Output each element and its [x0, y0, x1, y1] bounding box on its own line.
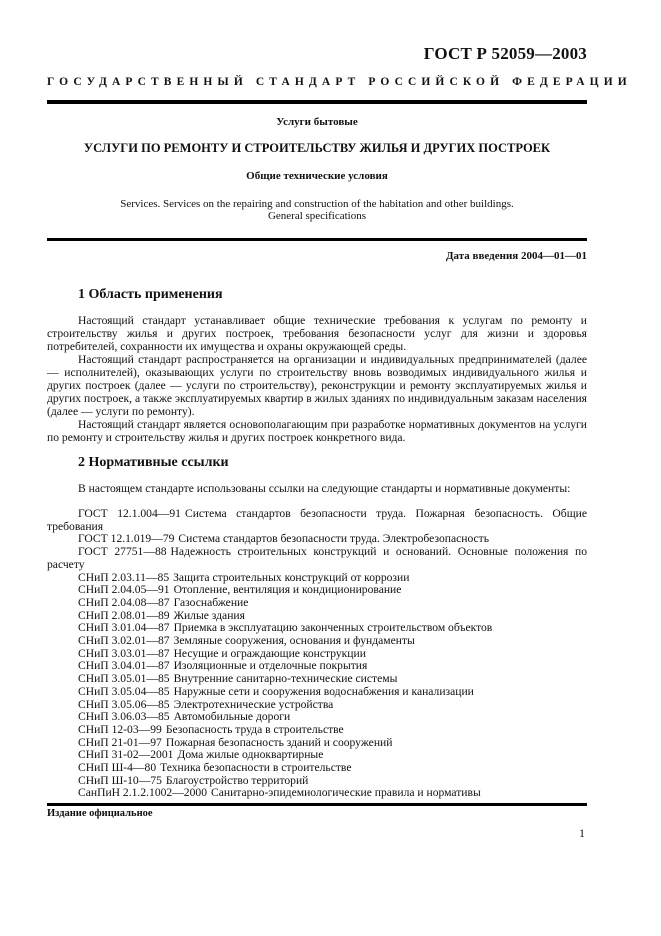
reference-title: Наружные сети и сооружения водоснабжения и канализации: [173, 684, 474, 698]
reference-code: СНиП 3.04.01—87: [78, 659, 170, 673]
reference-title: Газоснабжение: [173, 595, 249, 609]
main-title: УСЛУГИ ПО РЕМОНТУ И СТРОИТЕЛЬСТВУ ЖИЛЬЯ И ДРУГИХ ПОСТРОЕК: [83, 141, 551, 155]
reference-title: Благоустройство территорий: [165, 773, 309, 787]
paragraph: В настоящем стандарте использованы ссылки на следующие стандарты и нормативные документы:: [78, 482, 571, 495]
section-1-heading: 1 Область применения: [78, 287, 223, 302]
reference-code: СНиП 3.05.06—85: [78, 697, 170, 711]
reference-code: СНиП 2.04.05—91: [78, 583, 170, 597]
reference-title: Пожарная безопасность зданий и сооружений: [165, 735, 393, 749]
introduction-date: Дата введения 2004—01—01: [445, 250, 587, 262]
reference-title: Система стандартов безопасности труда. Пожарная безопасность. Общие требования: [47, 507, 587, 533]
reference-title: Земляные сооружения, основания и фундаменты: [173, 634, 415, 648]
section-2-heading: 2 Нормативные ссылки: [78, 455, 229, 470]
reference-code: ГОСТ 27751—88: [78, 545, 167, 559]
header-rule: [47, 100, 587, 104]
section-2-intro: [47, 482, 587, 495]
reference-code: СНиП 2.03.11—85: [78, 570, 170, 584]
reference-title: Внутренние санитарно-технические системы: [173, 672, 398, 686]
reference-code: СНиП Ш-4—80: [78, 761, 157, 775]
reference-code: СНиП 31-02—2001: [78, 748, 174, 762]
reference-title: Жилые здания: [173, 608, 245, 622]
reference-code: СНиП 3.06.03—85: [78, 710, 170, 724]
reference-code: СНиП 3.02.01—87: [78, 634, 170, 648]
reference-item: [47, 762, 587, 775]
services-label: Услуги бытовые: [276, 116, 358, 128]
reference-code: ГОСТ 12.1.019—79: [78, 532, 175, 546]
reference-title: Санитарно-эпидемиологические правила и нормативы: [211, 786, 481, 800]
reference-title: Отопление, вентиляция и кондиционирование: [173, 583, 402, 597]
paragraph: Настоящий стандарт устанавливает общие технические требования к услугам по ремонту и строительству жилья и других построек, требования безопасности услуг для жизни и здоровья потребителей, сохранности их имущества и охраны окружающей среды.: [47, 314, 587, 353]
reference-title: Дома жилые одноквартирные: [177, 748, 324, 762]
footer-rule: [47, 803, 587, 806]
reference-list: [47, 508, 587, 800]
reference-title: Защита строительных конструкций от коррозии: [173, 570, 410, 584]
document-number: ГОСТ Р 52059—2003: [423, 44, 587, 63]
reference-title: Приемка в эксплуатацию законченных строительством объектов: [173, 621, 493, 635]
reference-code: СНиП 2.08.01—89: [78, 608, 170, 622]
paragraph: Настоящий стандарт распространяется на организации и индивидуальных предпринимателей (далее — исполнителей), оказывающих услуги по строительству вновь возводимых индивидуального жилья и других построек (далее — услуги по строительству), реконструкции и ремонту эксплуатируемых жилья и других построек, а также эксплуатируемых квартир в жилых зданиях по индивидуальным заказам населения (далее — услуги по ремонту).: [47, 353, 587, 418]
reference-title: Система стандартов безопасности труда. Электробезопасность: [178, 532, 490, 546]
reference-title: Надежность строительных конструкций и оснований. Основные положения по расчету: [47, 545, 587, 571]
reference-title: Изоляционные и отделочные покрытия: [173, 659, 368, 673]
reference-title: Техника безопасности в строительстве: [160, 761, 352, 775]
english-title-line-1: Services. Services on the repairing and construction of the habitation and other buildings.: [120, 198, 514, 210]
reference-title: Электротехнические устройства: [173, 697, 334, 711]
reference-item: [47, 597, 587, 610]
reference-code: СанПиН 2.1.2.1002—2000: [78, 786, 207, 800]
state-standard-banner: ГОСУДАРСТВЕННЫЙ СТАНДАРТ РОССИЙСКОЙ ФЕДЕРАЦИИ: [47, 76, 632, 88]
reference-code: СНиП 21-01—97: [78, 735, 162, 749]
reference-code: СНиП 3.01.04—87: [78, 621, 170, 635]
reference-code: СНиП 3.03.01—87: [78, 646, 170, 660]
title-rule: [47, 238, 587, 241]
reference-code: СНиП Ш-10—75: [78, 773, 162, 787]
reference-code: СНиП 3.05.04—85: [78, 684, 170, 698]
reference-code: ГОСТ 12.1.004—91: [78, 507, 181, 520]
reference-item: [47, 508, 587, 533]
reference-code: СНиП 3.05.01—85: [78, 672, 170, 686]
reference-code: СНиП 2.04.08—87: [78, 595, 170, 609]
subtitle: Общие технические условия: [246, 170, 388, 182]
reference-item: [47, 787, 587, 800]
paragraph: Настоящий стандарт является основополагающим при разработке нормативных документов на услуги по ремонту и строительству жилья и других построек конкретного вида.: [47, 418, 587, 444]
reference-code: СНиП 12-03—99: [78, 722, 162, 736]
reference-title: Безопасность труда в строительстве: [165, 722, 344, 736]
english-title: [47, 198, 587, 222]
reference-title: Автомобильные дороги: [173, 710, 291, 724]
official-edition-label: Издание официальное: [47, 808, 153, 819]
english-title-line-2: General specifications: [267, 210, 367, 222]
reference-title: Несущие и ограждающие конструкции: [173, 646, 366, 660]
section-1-body: [47, 314, 587, 444]
page-number: 1: [579, 826, 585, 840]
reference-item: [47, 546, 587, 571]
